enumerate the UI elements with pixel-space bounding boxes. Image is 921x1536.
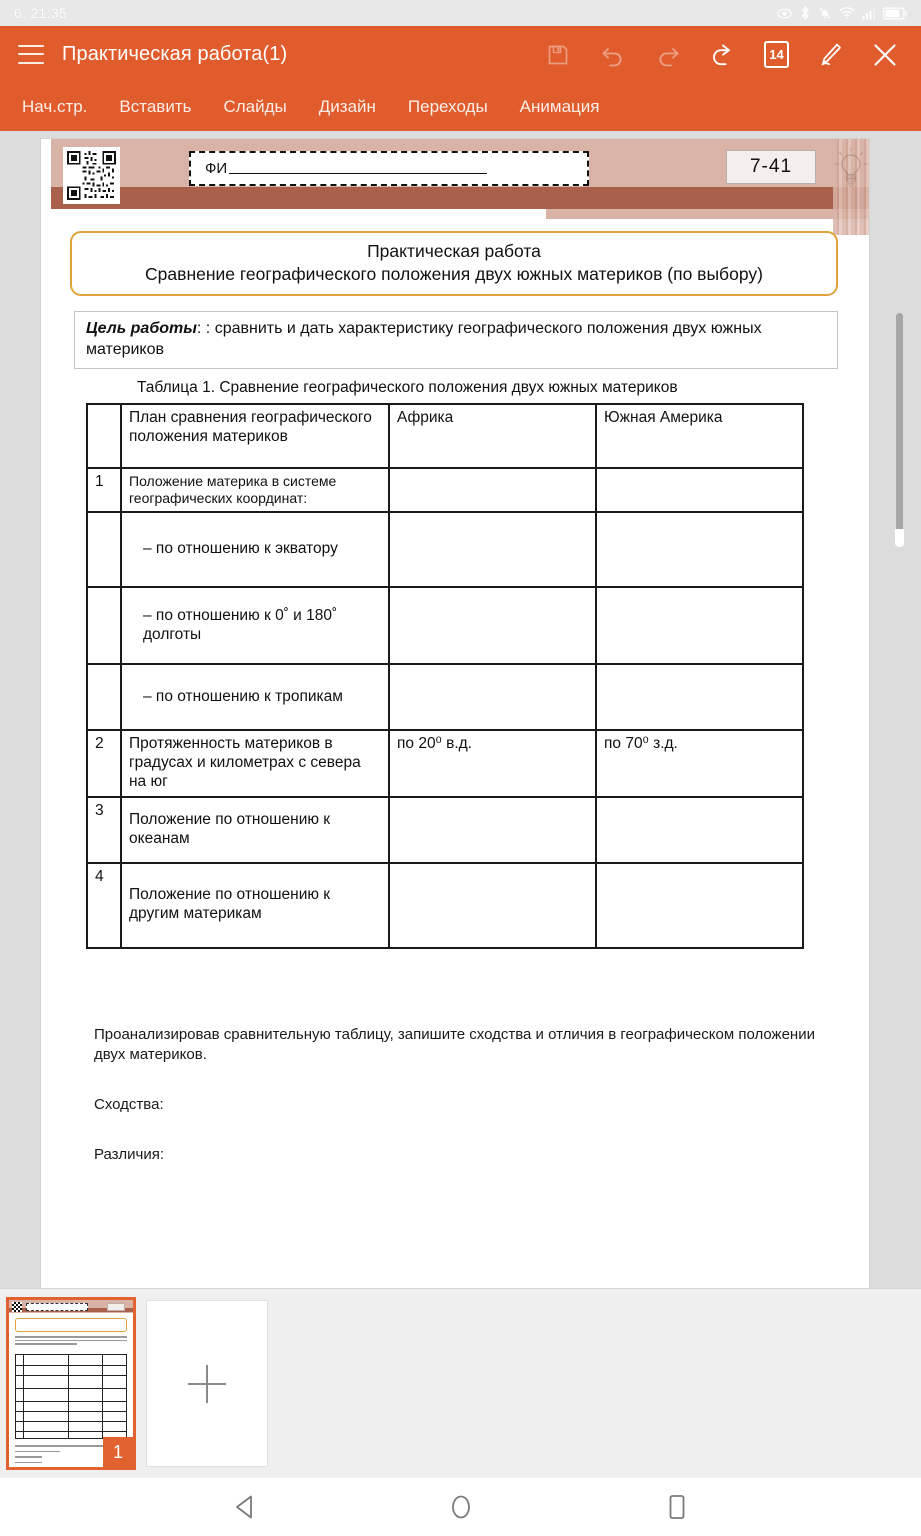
goal-card (74, 311, 838, 369)
status-clock: 6. 21:35 (14, 5, 67, 21)
app-toolbar (544, 41, 899, 69)
row-africa[interactable] (389, 587, 596, 664)
banner-stripe (51, 187, 869, 209)
row-plan[interactable] (121, 797, 389, 863)
wifi-icon (839, 6, 855, 20)
vertical-scrollbar[interactable] (896, 313, 903, 533)
android-status-bar (0, 0, 921, 26)
row-africa[interactable] (389, 664, 596, 730)
battery-icon (883, 7, 907, 20)
slide-title-card (70, 231, 838, 296)
share-icon[interactable] (709, 41, 737, 69)
row-index (87, 587, 121, 664)
comparison-table (86, 403, 804, 949)
table-row[interactable] (87, 730, 803, 797)
table-caption: Таблица 1. Сравнение географического положения двух южных материков (137, 379, 678, 396)
footer-similarities-label: Сходства: (94, 1096, 164, 1114)
android-nav-bar (0, 1478, 921, 1536)
table-row[interactable] (87, 468, 803, 512)
slide-thumbnail-1[interactable] (6, 1297, 136, 1470)
title-line-1: Практическая работа (367, 241, 541, 261)
table-row[interactable] (87, 512, 803, 587)
row-plan-text: – по отношению к экватору (143, 540, 338, 558)
slide-thumbnail-strip (0, 1288, 921, 1478)
row-index: 1 (87, 468, 121, 512)
row-africa[interactable] (389, 512, 596, 587)
table-row[interactable] (87, 863, 803, 948)
row-south-america[interactable] (596, 664, 803, 730)
undo-icon[interactable] (599, 41, 627, 69)
row-index: 2 (87, 730, 121, 797)
header-south-america: Южная Америка (596, 404, 803, 468)
app-header (0, 26, 921, 131)
row-plan[interactable] (121, 863, 389, 948)
row-plan[interactable]: Протяженность материков в градусах и километрах с севера на юг (121, 730, 389, 797)
footer-differences-label: Различия: (94, 1146, 165, 1164)
home-circle-icon[interactable] (444, 1490, 478, 1524)
thumb-code-badge (107, 1303, 125, 1311)
qr-code (63, 147, 120, 204)
goal-body: сравнить и дать характеристику географического положения двух южных материков (86, 320, 762, 359)
tab-home[interactable]: Нач.стр. (22, 97, 88, 116)
row-south-america[interactable] (596, 468, 803, 512)
goal-label: Цель работы (86, 320, 197, 337)
row-south-america[interactable] (596, 587, 803, 664)
hamburger-menu-icon[interactable] (18, 44, 46, 66)
table-row[interactable] (87, 664, 803, 730)
slide-banner (51, 139, 869, 219)
goal-text-block (86, 318, 826, 360)
fio-field[interactable] (189, 151, 589, 186)
pen-edit-icon[interactable] (816, 41, 844, 69)
thumb-slide-number: 1 (103, 1437, 133, 1467)
slide-footer-text (94, 1025, 822, 1165)
header-africa: Африка (389, 404, 596, 468)
fio-label: ФИ (205, 160, 228, 177)
page-count-badge[interactable]: 14 (764, 41, 789, 68)
slide-code-badge: 7-41 (726, 150, 816, 184)
tab-transitions[interactable]: Переходы (407, 97, 488, 116)
fio-underline (229, 163, 487, 174)
thumb-fio-field (26, 1303, 88, 1311)
banner-notch (51, 209, 546, 221)
row-plan-text: Положение по отношению к океанам (129, 810, 331, 847)
row-south-america[interactable] (596, 797, 803, 863)
signal-icon (862, 7, 876, 20)
row-index: 4 (87, 863, 121, 948)
tab-insert[interactable]: Вставить (119, 97, 192, 116)
goal-separator: : : (196, 320, 211, 337)
eye-icon (777, 6, 792, 21)
scrollbar-thumb-tip[interactable] (895, 529, 904, 547)
save-icon[interactable] (544, 41, 572, 69)
recents-square-icon[interactable] (660, 1490, 694, 1524)
title-line-2: Сравнение географического положения двух южных материков (по выбору) (145, 264, 763, 285)
ribbon-tabs (0, 83, 921, 131)
lightbulb-icon (834, 147, 868, 198)
tab-slides[interactable]: Слайды (223, 97, 287, 116)
close-icon[interactable] (871, 41, 899, 69)
thumb-table (15, 1354, 127, 1439)
row-south-america[interactable] (596, 863, 803, 948)
row-africa[interactable] (389, 863, 596, 948)
thumb-title-card (15, 1318, 127, 1332)
table-row[interactable] (87, 797, 803, 863)
app-header-top-row (0, 26, 921, 83)
row-index (87, 664, 121, 730)
row-africa[interactable] (389, 797, 596, 863)
header-index (87, 404, 121, 468)
row-index: 3 (87, 797, 121, 863)
row-plan[interactable]: Положение материка в системе географических координат: (121, 468, 389, 512)
row-africa[interactable] (389, 468, 596, 512)
bluetooth-icon (799, 5, 811, 21)
row-south-america[interactable]: по 70⁰ з.д. (596, 730, 803, 797)
back-triangle-icon[interactable] (228, 1490, 262, 1524)
row-plan[interactable] (121, 664, 389, 730)
slide-page[interactable] (41, 139, 869, 1288)
slide-canvas[interactable] (0, 131, 921, 1288)
row-africa[interactable]: по 20⁰ в.д. (389, 730, 596, 797)
tab-design[interactable]: Дизайн (318, 97, 376, 116)
header-plan: План сравнения географического положения материков (121, 404, 389, 468)
row-plan-text: – по отношению к тропикам (143, 687, 343, 705)
row-plan-text: – по отношению к 0˚ и 180˚ долготы (143, 606, 338, 643)
table-header-row (87, 404, 803, 468)
row-south-america[interactable] (596, 512, 803, 587)
add-slide-button[interactable] (146, 1300, 268, 1467)
row-plan[interactable] (121, 512, 389, 587)
redo-icon[interactable] (654, 41, 682, 69)
document-title: Практическая работа(1) (62, 43, 288, 65)
plus-icon (188, 1365, 226, 1403)
thumb-goal-lines (15, 1336, 127, 1347)
row-index (87, 512, 121, 587)
mute-bell-icon (818, 5, 832, 21)
row-plan[interactable] (121, 587, 389, 664)
footer-instruction: Проанализировав сравнительную таблицу, запишите сходства и отличия в географическом положении двух материков. (94, 1026, 815, 1064)
table-row[interactable] (87, 587, 803, 664)
status-icon-group (777, 5, 907, 21)
row-plan-text: Положение по отношению к другим материкам (129, 886, 331, 923)
thumb-qr-icon (12, 1302, 22, 1312)
tab-animation[interactable]: Анимация (519, 97, 600, 116)
